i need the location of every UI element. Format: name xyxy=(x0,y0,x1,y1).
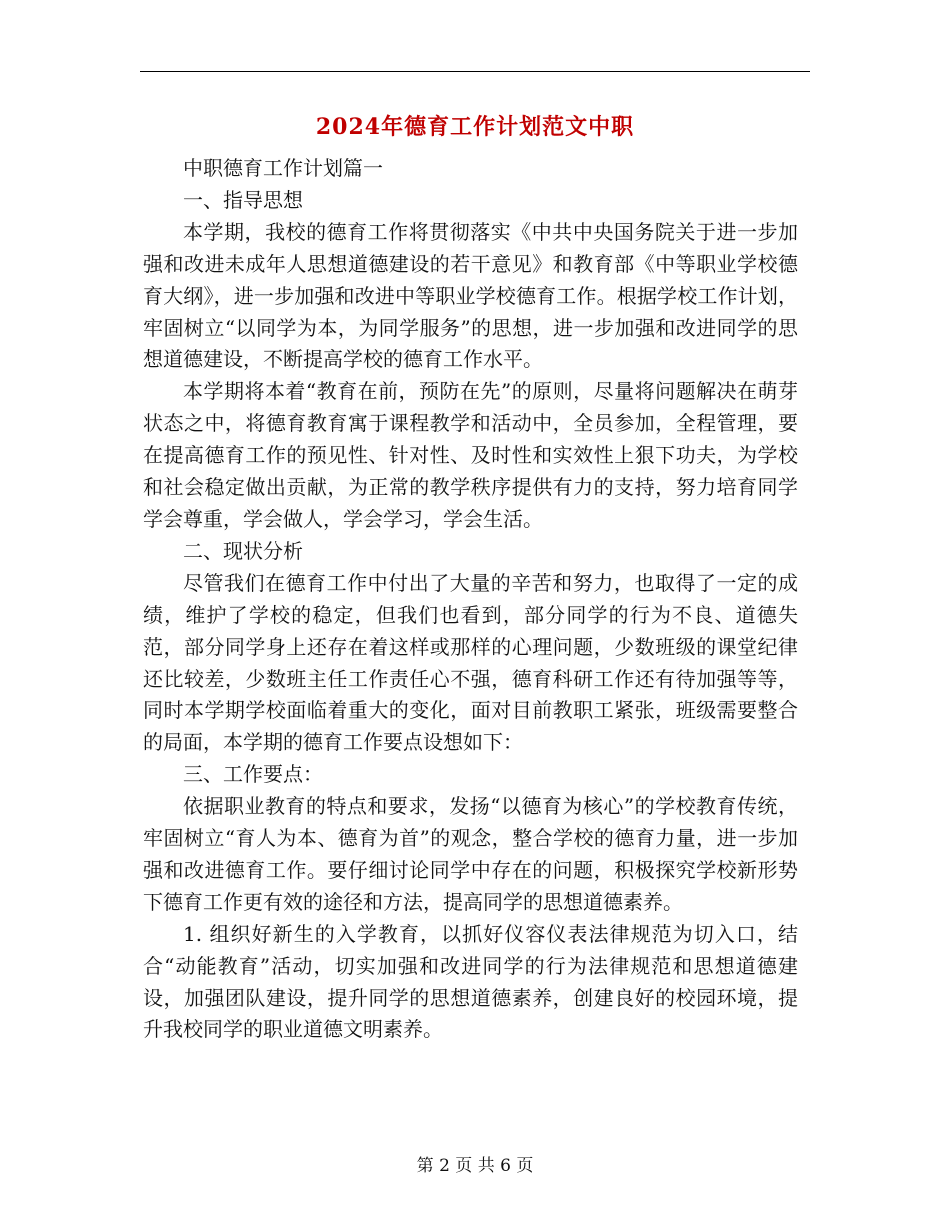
body-paragraph: 本学期，我校的德育工作将贯彻落实《中共中央国务院关于进一步加强和改进未成年人思想道德建设的若干意见》和教育部《中等职业学校德育大纲》，进一步加强和改进中等职业学校德育工作。根据学校工作计划，牢固树立“以同学为本，为同学服务”的思想，进一步加强和改进同学的思想道德建设，不断提高学校的德育工作水平。 xyxy=(143,219,798,372)
body-paragraph: 本学期将本着“教育在前，预防在先”的原则，尽量将问题解决在萌芽状态之中，将德育教育寓于课程教学和活动中，全员参加，全程管理，要在提高德育工作的预见性、针对性、及时性和实效性上狠下功夫，为学校和社会稳定做出贡献，为正常的教学秩序提供有力的支持，努力培育同学学会尊重，学会做人，学会学习，学会生活。 xyxy=(143,379,798,531)
header-rule xyxy=(140,71,810,72)
section-heading-status: 二、现状分析 xyxy=(183,538,303,563)
section-heading-guiding-ideas: 一、指导思想 xyxy=(183,187,303,212)
document-title: 2024年德育工作计划范文中职 xyxy=(315,114,635,140)
page-number: 第 2 页 共 6 页 xyxy=(416,1156,534,1176)
section-heading-key-points: 三、工作要点： xyxy=(183,762,323,787)
body-paragraph: 尽管我们在德育工作中付出了大量的辛苦和努力，也取得了一定的成绩，维护了学校的稳定，但我们也看到，部分同学的行为不良、道德失范，部分同学身上还存在着这样或那样的心理问题，少数班级的课堂纪律还比较差，少数班主任工作责任心不强，德育科研工作还有待加强等等，同时本学期学校面临着重大的变化，面对目前教职工紧张，班级需要整合的局面，本学期的德育工作要点设想如下： xyxy=(143,570,798,755)
numbered-item: 1. 组织好新生的入学教育，以抓好仪容仪表法律规范为切入口，结合“动能教育”活动，切实加强和改进同学的行为法律规范和思想道德建设，加强团队建设，提升同学的思想道德素养，创建良好的校园环境，提升我校同学的职业道德文明素养。 xyxy=(143,921,798,1042)
body-paragraph: 依据职业教育的特点和要求，发扬“以德育为核心”的学校教育传统，牢固树立“育人为本、德育为首”的观念，整合学校的德育力量，进一步加强和改进德育工作。要仔细讨论同学中存在的问题，积极探究学校新形势下德育工作更有效的途径和方法，提高同学的思想道德素养。 xyxy=(143,794,798,914)
document-body xyxy=(143,153,798,1046)
section-heading-plan: 中职德育工作计划篇一 xyxy=(183,156,383,180)
